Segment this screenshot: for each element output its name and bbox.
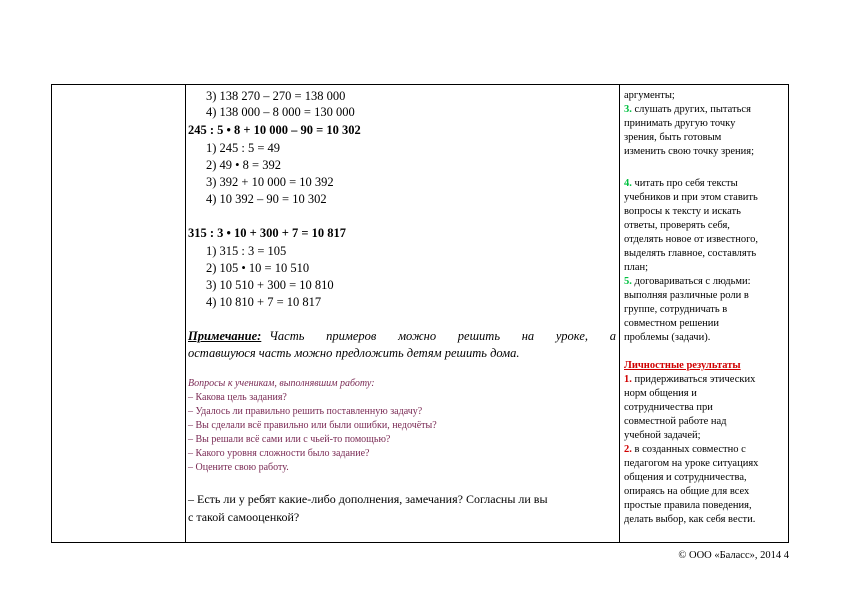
- result-line: простые правила поведения,: [624, 500, 752, 511]
- result-line: принимать другую точку: [624, 118, 736, 129]
- result-line: совместной работе над: [624, 416, 727, 427]
- question-item: – Оцените свою работу.: [188, 462, 289, 473]
- final-question: – Есть ли у ребят какие-либо дополнения, замечания? Согласны ли вы: [188, 492, 548, 506]
- note-line: [188, 328, 616, 345]
- result-line: 3. слушать других, пытаться: [624, 104, 751, 115]
- result-line: педагогом на уроке ситуациях: [624, 458, 759, 469]
- result-line: ответы, проверять себя,: [624, 220, 730, 231]
- expression-heading: 315 : 3 • 10 + 300 + 7 = 10 817: [188, 226, 347, 240]
- result-line: выполняя различные роли в: [624, 290, 749, 301]
- result-line: отделять новое от известного,: [624, 234, 759, 245]
- math-line: 4) 138 000 – 8 000 = 130 000: [206, 105, 355, 119]
- math-line: 4) 10 810 + 7 = 10 817: [206, 295, 322, 309]
- result-line: вопросы к тексту и искать: [624, 206, 741, 217]
- note-text: Часть примеров можно решить на уроке, а: [269, 329, 616, 343]
- result-line: учебной задачей;: [624, 430, 701, 441]
- question-item: – Вы решали всё сами или с чьей-то помощью?: [188, 434, 391, 445]
- table: [51, 84, 789, 543]
- result-line: группе, сотрудничать в: [624, 304, 728, 315]
- page-footer: © ООО «Баласс», 2014 4: [678, 550, 789, 561]
- result-line: 5. договариваться с людьми:: [624, 276, 751, 287]
- item-number: 1.: [624, 374, 632, 385]
- expression-heading: 245 : 5 • 8 + 10 000 – 90 = 10 302: [188, 123, 361, 137]
- result-line: аргументы;: [624, 90, 675, 101]
- result-line: зрения, быть готовым: [624, 132, 722, 143]
- math-line: 1) 245 : 5 = 49: [206, 141, 281, 155]
- right-column: [620, 89, 788, 546]
- math-line: 1) 315 : 3 = 105: [206, 244, 287, 258]
- result-line: проблемы (задачи).: [624, 332, 711, 343]
- question-item: – Вы сделали всё правильно или были ошибки, недочёты?: [188, 420, 437, 431]
- result-line: изменить свою точку зрения;: [624, 146, 755, 157]
- result-line: учебников и при этом ставить: [624, 192, 758, 203]
- result-line: 1. придерживаться этических: [624, 374, 756, 385]
- question-item: – Какого уровня сложности было задание?: [188, 448, 370, 459]
- note-text: оставшуюся часть можно предложить детям решить дома.: [188, 346, 520, 360]
- item-number: 5.: [624, 276, 632, 287]
- math-line: 3) 138 270 – 270 = 138 000: [206, 89, 346, 103]
- result-line: норм общения и: [624, 388, 697, 399]
- result-line: общения и сотрудничества,: [624, 472, 747, 483]
- result-line: 4. читать про себя тексты: [624, 178, 738, 189]
- math-line: 2) 49 • 8 = 392: [206, 158, 281, 172]
- math-line: 2) 105 • 10 = 10 510: [206, 261, 310, 275]
- middle-column: [186, 85, 620, 542]
- item-number: 4.: [624, 178, 632, 189]
- result-line: сотрудничества при: [624, 402, 713, 413]
- result-line: выделять главное, составлять: [624, 248, 757, 259]
- result-line: план;: [624, 262, 649, 273]
- result-line: совместном решении: [624, 318, 719, 329]
- item-number: 2.: [624, 444, 632, 455]
- math-line: 4) 10 392 – 90 = 10 302: [206, 192, 327, 206]
- note-label: Примечание:: [188, 329, 262, 343]
- result-line: опираясь на общие для всех: [624, 486, 750, 497]
- personal-results-title: Личностные результаты: [624, 360, 741, 371]
- result-line: 2. в созданных совместно с: [624, 444, 746, 455]
- item-number: 3.: [624, 104, 632, 115]
- final-question: с такой самооценкой?: [188, 510, 300, 524]
- question-item: – Удалось ли правильно решить поставленную задачу?: [188, 406, 423, 417]
- result-line: делать выбор, как себя вести.: [624, 514, 756, 525]
- math-line: 3) 392 + 10 000 = 10 392: [206, 175, 334, 189]
- math-line: 3) 10 510 + 300 = 10 810: [206, 278, 334, 292]
- question-item: – Какова цель задания?: [188, 392, 287, 403]
- questions-title: Вопросы к ученикам, выполнявшим работу:: [188, 378, 375, 389]
